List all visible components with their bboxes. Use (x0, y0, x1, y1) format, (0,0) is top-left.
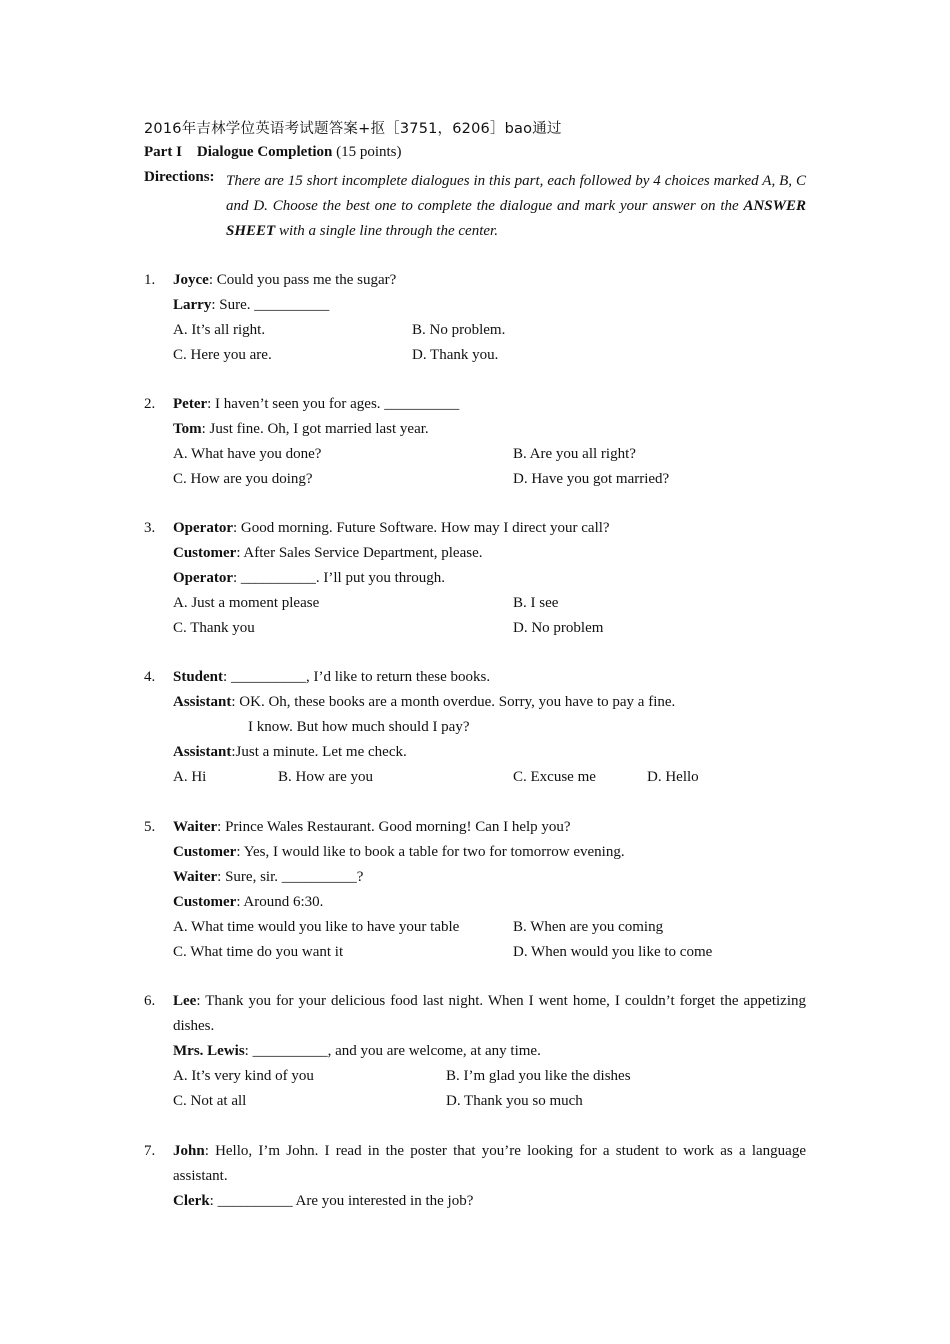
option-d[interactable]: D. Hello (647, 769, 699, 785)
utterance: : Thank you for your delicious food last night. When I went home, I couldn’t forget the appetizing dishes. (173, 993, 806, 1034)
option-row (173, 915, 806, 940)
option-a[interactable]: A. It’s very kind of you (173, 1068, 314, 1084)
speaker: Peter (173, 396, 208, 412)
dialogue-line (173, 566, 806, 591)
dialogue-line (173, 815, 806, 840)
utterance: :Just a minute. Let me check. (231, 744, 407, 760)
utterance: : Prince Wales Restaurant. Good morning! Can I help you? (217, 819, 571, 835)
option-d[interactable]: D. Have you got married? (513, 471, 670, 487)
dialogue-line (173, 690, 806, 715)
speaker: Waiter (173, 869, 218, 885)
dialogue-line (173, 268, 806, 293)
dialogue-line (173, 890, 806, 915)
utterance: : I haven’t seen you for ages. __________ (207, 396, 460, 412)
option-d[interactable]: D. When would you like to come (513, 944, 713, 960)
utterance: : __________, and you are welcome, at any time. (244, 1043, 541, 1059)
part-label: Part I (144, 144, 182, 160)
option-d[interactable]: D. Thank you so much (446, 1093, 583, 1109)
answer-sheet-emphasis: ANSWER SHEET (226, 198, 806, 239)
utterance: : Sure. __________ (211, 297, 330, 313)
utterance: I know. But how much should I pay? (248, 719, 470, 735)
option-c[interactable]: C. Excuse me (513, 769, 596, 785)
directions-text-a: There are 15 short incomplete dialogues in this part, each followed by 4 choices marked A, B, C and D. Choose the best one to complete the dialogue and mark your answer on the (226, 173, 806, 214)
speaker: Clerk (173, 1193, 210, 1209)
option-d[interactable]: D. Thank you. (412, 347, 499, 363)
speaker: Waiter (173, 819, 218, 835)
question-number: 2. (144, 396, 156, 412)
option-a[interactable]: A. It’s all right. (173, 322, 266, 338)
option-b[interactable]: B. When are you coming (513, 919, 664, 935)
speaker: Assistant (173, 744, 232, 760)
dialogue-line (173, 665, 806, 690)
question-number: 4. (144, 669, 156, 685)
utterance: : Yes, I would like to book a table for two for tomorrow evening. (236, 844, 625, 860)
speaker: Tom (173, 421, 202, 437)
utterance: : Just fine. Oh, I got married last year. (201, 421, 429, 437)
dialogue-line (173, 1039, 806, 1064)
speaker: Student (173, 669, 224, 685)
dialogue-line (173, 740, 806, 765)
utterance: : Around 6:30. (236, 894, 324, 910)
dialogue-line (173, 417, 806, 442)
option-a[interactable]: A. Hi (173, 769, 207, 785)
utterance: : After Sales Service Department, please. (236, 545, 483, 561)
speaker: Operator (173, 570, 233, 586)
speaker: Mrs. Lewis (173, 1043, 245, 1059)
option-a[interactable]: A. What have you done? (173, 446, 322, 462)
option-row (173, 1064, 806, 1089)
part-heading (144, 144, 402, 161)
speaker: Customer (173, 545, 237, 561)
directions-label: Directions: (144, 169, 215, 185)
option-row (173, 1089, 806, 1114)
option-a[interactable]: A. What time would you like to have your table (173, 919, 460, 935)
document-title: 2016年吉林学位英语考试题答案+抠［3751，6206］bao通过 (144, 121, 562, 137)
option-b[interactable]: B. How are you (278, 769, 373, 785)
option-c[interactable]: C. Thank you (173, 620, 255, 636)
speaker: John (173, 1143, 205, 1159)
utterance: : Good morning. Future Software. How may I direct your call? (232, 520, 610, 536)
option-row (173, 616, 806, 641)
option-row (173, 318, 806, 343)
option-row (173, 343, 806, 368)
dialogue-line (173, 840, 806, 865)
utterance: : __________, I’d like to return these books. (223, 669, 491, 685)
utterance: : OK. Oh, these books are a month overdue. Sorry, you have to pay a fine. (231, 694, 676, 710)
option-b[interactable]: B. No problem. (412, 322, 506, 338)
dialogue-line (173, 865, 806, 890)
option-b[interactable]: B. Are you all right? (513, 446, 636, 462)
speaker: Operator (173, 520, 233, 536)
option-row (173, 467, 806, 492)
speaker: Joyce (173, 272, 209, 288)
part-name: Dialogue Completion (196, 144, 333, 160)
dialogue-line (173, 392, 806, 417)
question-number: 7. (144, 1143, 156, 1159)
utterance: : Hello, I’m John. I read in the poster that you’re looking for a student to work as a language assistant. (173, 1143, 806, 1184)
dialogue-line (173, 715, 806, 740)
option-row (173, 940, 806, 965)
option-a[interactable]: A. Just a moment please (173, 595, 320, 611)
option-row (173, 765, 806, 790)
directions-text-b: with a single line through the center. (275, 223, 498, 239)
dialogue-line (173, 293, 806, 318)
speaker: Customer (173, 844, 237, 860)
dialogue-line (173, 516, 806, 541)
speaker: Assistant (173, 694, 232, 710)
utterance: : __________ Are you interested in the job? (209, 1193, 474, 1209)
option-b[interactable]: B. I see (513, 595, 559, 611)
option-c[interactable]: C. Here you are. (173, 347, 272, 363)
speaker: Larry (173, 297, 212, 313)
dialogue-line (173, 1189, 806, 1214)
dialogue-line (173, 1139, 806, 1189)
question-number: 6. (144, 993, 156, 1009)
speaker: Lee (173, 993, 197, 1009)
dialogue-line (173, 989, 806, 1039)
question-number: 1. (144, 272, 156, 288)
option-c[interactable]: C. What time do you want it (173, 944, 344, 960)
utterance: : Sure, sir. __________? (217, 869, 364, 885)
utterance: : __________. I’ll put you through. (232, 570, 446, 586)
option-b[interactable]: B. I’m glad you like the dishes (446, 1068, 631, 1084)
question-number: 3. (144, 520, 156, 536)
option-row (173, 442, 806, 467)
utterance: : Could you pass me the sugar? (208, 272, 397, 288)
dialogue-line (173, 541, 806, 566)
part-points: (15 points) (336, 144, 402, 160)
question-number: 5. (144, 819, 156, 835)
option-c[interactable]: C. How are you doing? (173, 471, 313, 487)
directions-text (226, 169, 806, 244)
option-row (173, 591, 806, 616)
option-c[interactable]: C. Not at all (173, 1093, 247, 1109)
speaker: Customer (173, 894, 237, 910)
option-d[interactable]: D. No problem (513, 620, 604, 636)
